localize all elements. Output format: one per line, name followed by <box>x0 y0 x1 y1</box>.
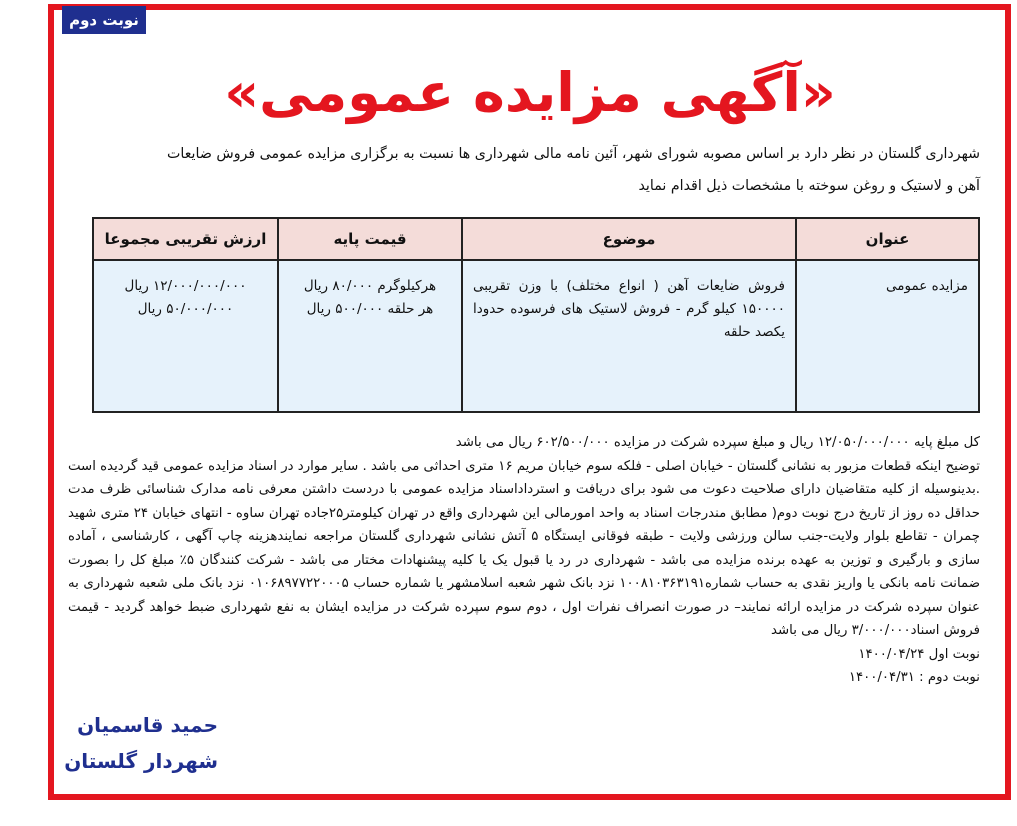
header-subject: موضوع <box>462 218 796 260</box>
intro-line-1: شهرداری گلستان در نظر دارد بر اساس مصوبه شورای شهر، آئین نامه مالی شهرداری ها نسبت به برگزاری مزایده عمومی فروش ضایعات <box>167 146 980 162</box>
cell-total-value <box>93 260 278 412</box>
round-badge: نوبت دوم <box>62 6 146 34</box>
cell-subject: فروش ضایعات آهن ( انواع مختلف) با وزن تقریبی ۱۵۰۰۰۰ کیلو گرم - فروش لاستیک های فرسوده حدودا یکصد حلقه <box>462 260 796 412</box>
header-title: عنوان <box>796 218 979 260</box>
total-value-tires: ۵۰/۰۰۰/۰۰۰ ریال <box>137 301 234 317</box>
header-base-price: قیمت پایه <box>278 218 462 260</box>
intro-paragraph <box>75 138 980 202</box>
base-amount-line: کل مبلغ پایه ۱۲/۰۵۰/۰۰۰/۰۰۰ ریال و مبلغ سپرده شرکت در مزایده ۶۰۲/۵۰۰/۰۰۰ ریال می باشد <box>455 435 980 450</box>
cell-base-price <box>278 260 462 412</box>
signer-role: شهردار گلستان <box>64 749 218 773</box>
base-price-per-tire: هر حلقه ۵۰۰/۰۰۰ ریال <box>306 301 434 317</box>
signature-block <box>64 707 218 779</box>
first-round-date: نوبت اول ۱۴۰۰/۰۴/۲۴ <box>858 646 980 662</box>
table-row <box>93 260 979 412</box>
total-value-scrap: ۱۲/۰۰۰/۰۰۰/۰۰۰ ریال <box>124 278 247 294</box>
base-price-per-kg: هرکیلوگرم ۸۰/۰۰۰ ریال <box>303 278 437 294</box>
second-round-date: نوبت دوم : ۱۴۰۰/۰۴/۳۱ <box>848 670 980 685</box>
header-total-value: ارزش تقریبی مجموعا <box>93 218 278 260</box>
signer-name: حمید قاسمیان <box>77 713 218 737</box>
auction-table <box>92 217 980 413</box>
cell-title: مزایده عمومی <box>796 260 979 412</box>
table-header-row <box>93 218 979 260</box>
details-text <box>68 431 980 690</box>
notice-title: «آگهی مزایده عمومی» <box>224 61 836 124</box>
details-paragraph: توضیح اینکه قطعات مزبور به نشانی گلستان - خیابان اصلی - فلکه سوم خیابان مریم ۱۶ متری احداثی می باشد . سایر موارد در اسناد مزایده عمومی قید گردیده است .بدینوسیله از کلیه متقاضیان دارای صلاحیت دعوت می شود برای دریافت و استرداداسناد مزایده عمومی با دردست داشتن معرفی نامه مدارک شناسائی ظرف مدت حداقل ده روز از تاریخ درج نوبت دوم( مطابق مندرجات اسناد به واحد امورمالی این شهرداری واقع در تهران کیلومتر۲۵جاده تهران ساوه - انتهای خیابان ۲۴ متری شهید چمران - تقاطع بلوار ولایت-جنب سالن ورزشی ولایت - طبقه فوقانی ایستگاه ۵ آتش نشانی شهرداری گلستان مراجعه نمایندهزینه چاپ آگهی ، کارشناسی ، آماده سازی و بارگیری و توزین به عهده برنده مزایده می باشد - شهرداری در رد یا قبول یک یا کلیه پیشنهادات مختار می باشد - شرکت کنندگان ۵٪ مبلغ کل را بصورت ضمانت نامه بانکی یا واریز نقدی به حساب شماره۱۰۰۸۱۰۳۶۳۱۹۱ نزد بانک شهر شعبه اسلامشهر یا شماره حساب ۰۱۰۶۸۹۷۷۲۲۰۰۰۵ نزد بانک ملی شعبه شهرداری به عنوان سپرده شرکت در مزایده ارائه نمایند– در صورت انصراف نفرات اول ، دوم سوم سپرده شرکت در مزایده ایشان به نفع شهرداری ضبط خواهد گردید - قیمت فروش اسناد۳/۰۰۰/۰۰۰ ریال می باشد <box>68 458 980 638</box>
intro-line-2: آهن و لاستیک و روغن سوخته با مشخصات ذیل اقدام نماید <box>638 178 980 194</box>
